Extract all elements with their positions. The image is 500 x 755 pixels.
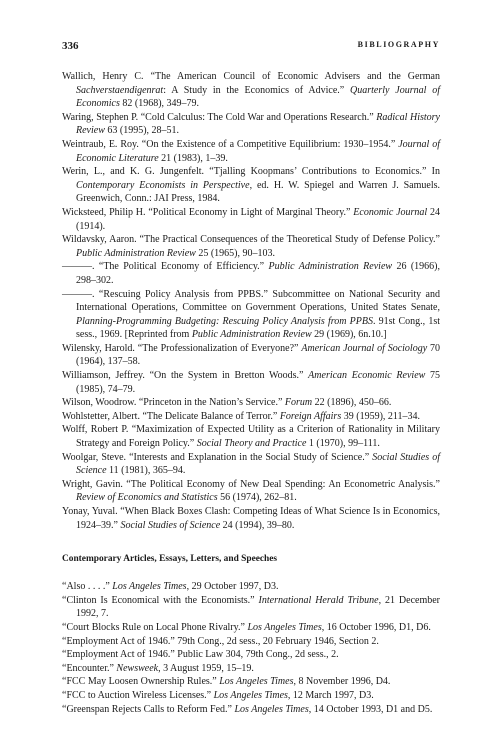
entry-text: “Greenspan Rejects Calls to Reform Fed.” [62, 703, 235, 715]
bibliography-entry [62, 662, 440, 676]
bibliography-entry [62, 369, 440, 396]
entry-title-italic: Public Administration Review [268, 261, 393, 273]
entry-text: Wildavsky, Aaron. “The Practical Consequences of the Theoretical Study of Defense Policy.” [62, 234, 440, 246]
entry-text: 11 (1981), 365–94. [106, 465, 186, 477]
entry-text: 21 (1983), 1–39. [158, 152, 228, 164]
page-header [62, 40, 440, 56]
entry-text: ———. “Rescuing Policy Analysis from PPBS.” Subcommittee on National Security and International Operations, Committee on Government Operations, United States Senate, [62, 288, 440, 314]
entry-title-italic: Newsweek [116, 662, 159, 674]
bibliography-entry [62, 478, 440, 505]
bibliography-entry [62, 689, 440, 703]
entry-text: 29 (1969), 6n.10.] [311, 329, 387, 341]
entry-title-italic: Public Administration Review [191, 329, 312, 341]
entry-title-italic: Los Angeles Times [213, 689, 288, 701]
entry-text: , 21 December 1992, 7. [76, 594, 440, 620]
bibliography-entry [62, 233, 440, 260]
section-heading: Contemporary Articles, Essays, Letters, and Speeches [62, 554, 278, 565]
entry-text: Williamson, Jeffrey. “On the System in Bretton Woods.” [62, 370, 309, 382]
entry-text: “Clinton Is Economical with the Economists.” [62, 594, 259, 606]
entry-title-italic: Los Angeles Times [234, 703, 309, 715]
entry-text: Weintraub, E. Roy. “On the Existence of a Competitive Equilibrium: 1930–1954.” [62, 138, 399, 150]
bibliography-entry [62, 580, 440, 594]
bibliography-entry [62, 111, 440, 138]
entry-text: “FCC May Loosen Ownership Rules.” [62, 676, 220, 688]
entry-text: 24 (1914). [76, 206, 441, 232]
entry-title-italic: Foreign Affairs [279, 410, 342, 422]
bibliography-entry [62, 288, 440, 342]
entry-title-italic: Contemporary Economists in Perspective [76, 179, 250, 191]
entry-text: Wallich, Henry C. “The American Council of Economic Advisers and the German [62, 71, 440, 82]
entry-title-italic: Los Angeles Times [112, 581, 187, 593]
entry-title-italic: Quarterly Journal of Economics [76, 84, 440, 110]
bibliography-entry [62, 138, 440, 165]
entry-text: , 16 October 1996, D1, D6. [321, 621, 431, 633]
entry-text: . 91st Cong., 1st sess., 1969. [Reprinted from [76, 315, 440, 341]
entry-text: 82 (1968), 349–79. [119, 98, 200, 110]
entry-text: “Encounter.” [62, 662, 117, 674]
entry-text: Wilensky, Harold. “The Professionalization of Everyone?” [62, 342, 302, 354]
entry-title-italic: Social Theory and Practice [196, 438, 307, 450]
entry-title-italic: Los Angeles Times [219, 676, 294, 688]
entry-text: “FCC to Auction Wireless Licenses.” [62, 689, 214, 701]
entry-text: Wright, Gavin. “The Political Economy of New Deal Spending: An Econometric Analysis.” [62, 478, 440, 490]
entry-text: Wilson, Woodrow. “Princeton in the Nation’s Service.” [62, 397, 285, 409]
entry-text: Wohlstetter, Albert. “The Delicate Balance of Terror.” [62, 410, 280, 422]
bibliography-entry [62, 451, 440, 478]
entry-title-italic: Public Administration Review [76, 247, 196, 259]
entry-title-italic: Radical History Review [76, 111, 440, 137]
bibliography-entry [62, 260, 440, 287]
entry-text: 1 (1970), 99–111. [306, 438, 380, 450]
bibliography-entry [62, 206, 440, 233]
entry-title-italic: Forum [284, 397, 313, 409]
bibliography-entry [62, 165, 440, 206]
bibliography-entries [62, 70, 440, 532]
entry-title-italic: American Economic Review [308, 370, 426, 382]
entry-text: : A Study in the Economics of Advice.” [163, 84, 351, 96]
entry-title-italic: Sachverstaendigenrat [76, 84, 164, 96]
entry-text: Yonay, Yuval. “When Black Boxes Clash: Competing Ideas of What Science Is in Economics, 1924–39.” [62, 506, 440, 531]
entry-title-italic: International Herald Tribune [258, 594, 379, 606]
bibliography-entry [62, 423, 440, 450]
entry-text: Woolgar, Steve. “Interests and Explanation in the Social Study of Science.” [62, 451, 373, 463]
entry-text: “Also . . . .” [62, 581, 113, 593]
entry-text: , 12 March 1997, D3. [287, 689, 374, 701]
bibliography-entry [62, 342, 440, 369]
running-head: BIBLIOGRAPHY [357, 40, 440, 49]
entry-text: 22 (1896), 450–66. [312, 397, 392, 409]
entry-text: 70 (1964), 137–58. [76, 342, 440, 368]
bibliography-entry [62, 675, 440, 689]
entry-text: 39 (1959), 211–34. [341, 410, 421, 422]
entry-text: “Court Blocks Rule on Local Phone Rivalry.” [62, 621, 248, 633]
entry-text: , 3 August 1959, 15–19. [158, 662, 254, 674]
entry-text: 75 (1985), 74–79. [76, 370, 441, 395]
entry-title-italic: Economic Journal [353, 206, 428, 218]
entry-text: , 29 October 1997, D3. [186, 581, 279, 593]
bibliography-page [62, 40, 440, 716]
page-number: 336 [62, 40, 79, 52]
entry-text: Waring, Stephen P. “Cold Calculus: The Cold War and Operations Research.” [62, 111, 377, 123]
bibliography-entry [62, 410, 440, 424]
entry-title-italic: Los Angeles Times [247, 621, 322, 633]
entry-title-italic: Social Studies of Science [76, 451, 440, 477]
bibliography-entry [62, 648, 440, 662]
bibliography-entry [62, 396, 440, 410]
entry-text: “Employment Act of 1946.” Public Law 304, 79th Cong., 2d sess., 2. [62, 649, 339, 661]
entry-text: ———. “The Political Economy of Efficiency.” [62, 261, 269, 273]
entry-text: 56 (1974), 262–81. [217, 492, 297, 504]
bibliography-entry [62, 594, 440, 621]
entry-text: , ed. H. W. Spiegel and Warren J. Samuels. Greenwich, Conn.: JAI Press, 1984. [76, 179, 441, 205]
entry-title-italic: Review of Economics and Statistics [76, 492, 218, 504]
entry-text: 63 (1995), 28–51. [104, 125, 180, 137]
bibliography-entry [62, 505, 440, 532]
bibliography-entry [62, 635, 440, 649]
entry-text: “Employment Act of 1946.” 79th Cong., 2d sess., 20 February 1946, Section 2. [62, 635, 379, 647]
entry-text: Wicksteed, Philip H. “Political Economy in Light of Marginal Theory.” [62, 206, 354, 218]
entry-text: Werin, L., and K. G. Jungenfelt. “Tjalling Koopmans’ Contributions to Economics.” In [62, 166, 440, 178]
entry-text: 24 (1994), 39–80. [220, 519, 295, 531]
entry-text: 25 (1965), 90–103. [195, 247, 275, 259]
entry-text: Wolff, Robert P. “Maximization of Expected Utility as a Criterion of Rationality in Military Strategy and Foreign Policy.” [62, 424, 440, 450]
entry-title-italic: Planning-Programming Budgeting: Rescuing Policy Analysis from PPBS [76, 315, 373, 327]
entry-title-italic: American Journal of Sociology [301, 342, 428, 354]
bibliography-entry [62, 621, 440, 635]
entry-text: 26 (1966), 298–302. [76, 261, 440, 286]
entry-text: , 8 November 1996, D4. [293, 676, 391, 688]
bibliography-entry [62, 70, 440, 111]
entry-title-italic: Social Studies of Science [120, 519, 221, 531]
bibliography-entry [62, 703, 440, 717]
section-entries [62, 580, 440, 716]
entry-text: , 14 October 1993, D1 and D5. [308, 703, 433, 715]
entry-title-italic: Journal of Economic Literature [76, 138, 440, 164]
